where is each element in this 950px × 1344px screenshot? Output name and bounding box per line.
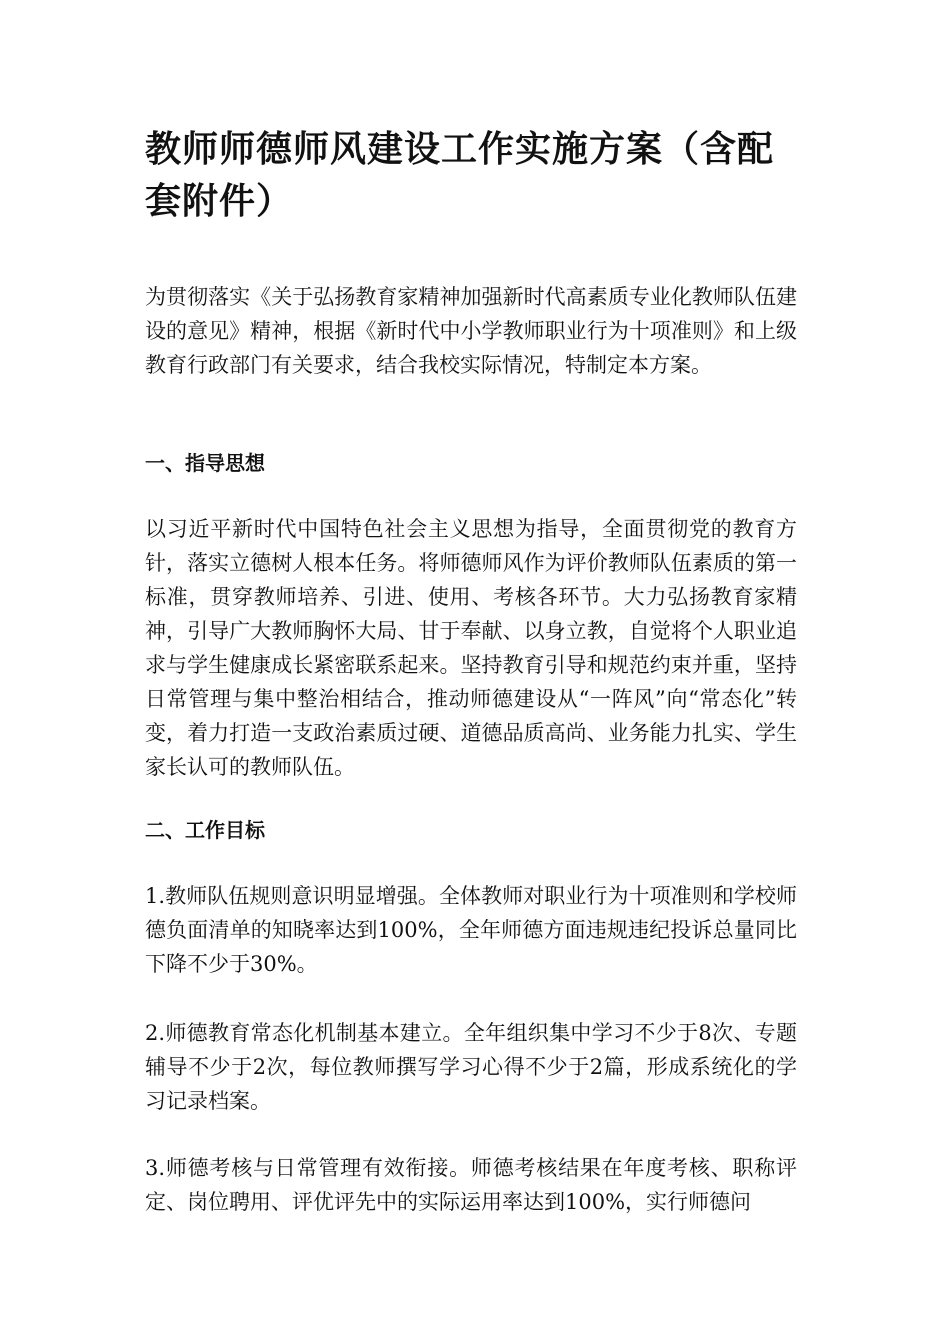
goal-item-3: 3.师德考核与日常管理有效衔接。师德考核结果在年度考核、职称评定、岗位聘用、评优评先中的实际运用率达到100%，实行师德问 [145,1156,797,1214]
intro-paragraph: 为贯彻落实《关于弘扬教育家精神加强新时代高素质专业化教师队伍建设的意见》精神，根据《新时代中小学教师职业行为十项准则》和上级教育行政部门有关要求，结合我校实际情况，特制定本方案。 [145,285,797,377]
document-title: 教师师德师风建设工作实施方案（含配套附件） [145,129,775,222]
goal-item-1: 1.教师队伍规则意识明显增强。全体教师对职业行为十项准则和学校师德负面清单的知晓率达到100%，全年师德方面违规违纪投诉总量同比下降不少于30%。 [145,884,797,976]
goal-item-2: 2.师德教育常态化机制基本建立。全年组织集中学习不少于8次、专题辅导不少于2次，每位教师撰写学习心得不少于2篇，形成系统化的学习记录档案。 [145,1021,797,1113]
section-heading-guiding-ideology: 一、指导思想 [145,451,265,475]
guiding-ideology-paragraph: 以习近平新时代中国特色社会主义思想为指导，全面贯彻党的教育方针，落实立德树人根本任务。将师德师风作为评价教师队伍素质的第一标准，贯穿教师培养、引进、使用、考核各环节。大力弘扬教育家精神，引导广大教师胸怀大局、甘于奉献、以身立教，自觉将个人职业追求与学生健康成长紧密联系起来。坚持教育引导和规范约束并重，坚持日常管理与集中整治相结合，推动师德建设从“一阵风”向“常态化”转变，着力打造一支政治素质过硬、道德品质高尚、业务能力扎实、学生家长认可的教师队伍。 [145,517,797,779]
section-heading-work-goals: 二、工作目标 [145,818,265,842]
